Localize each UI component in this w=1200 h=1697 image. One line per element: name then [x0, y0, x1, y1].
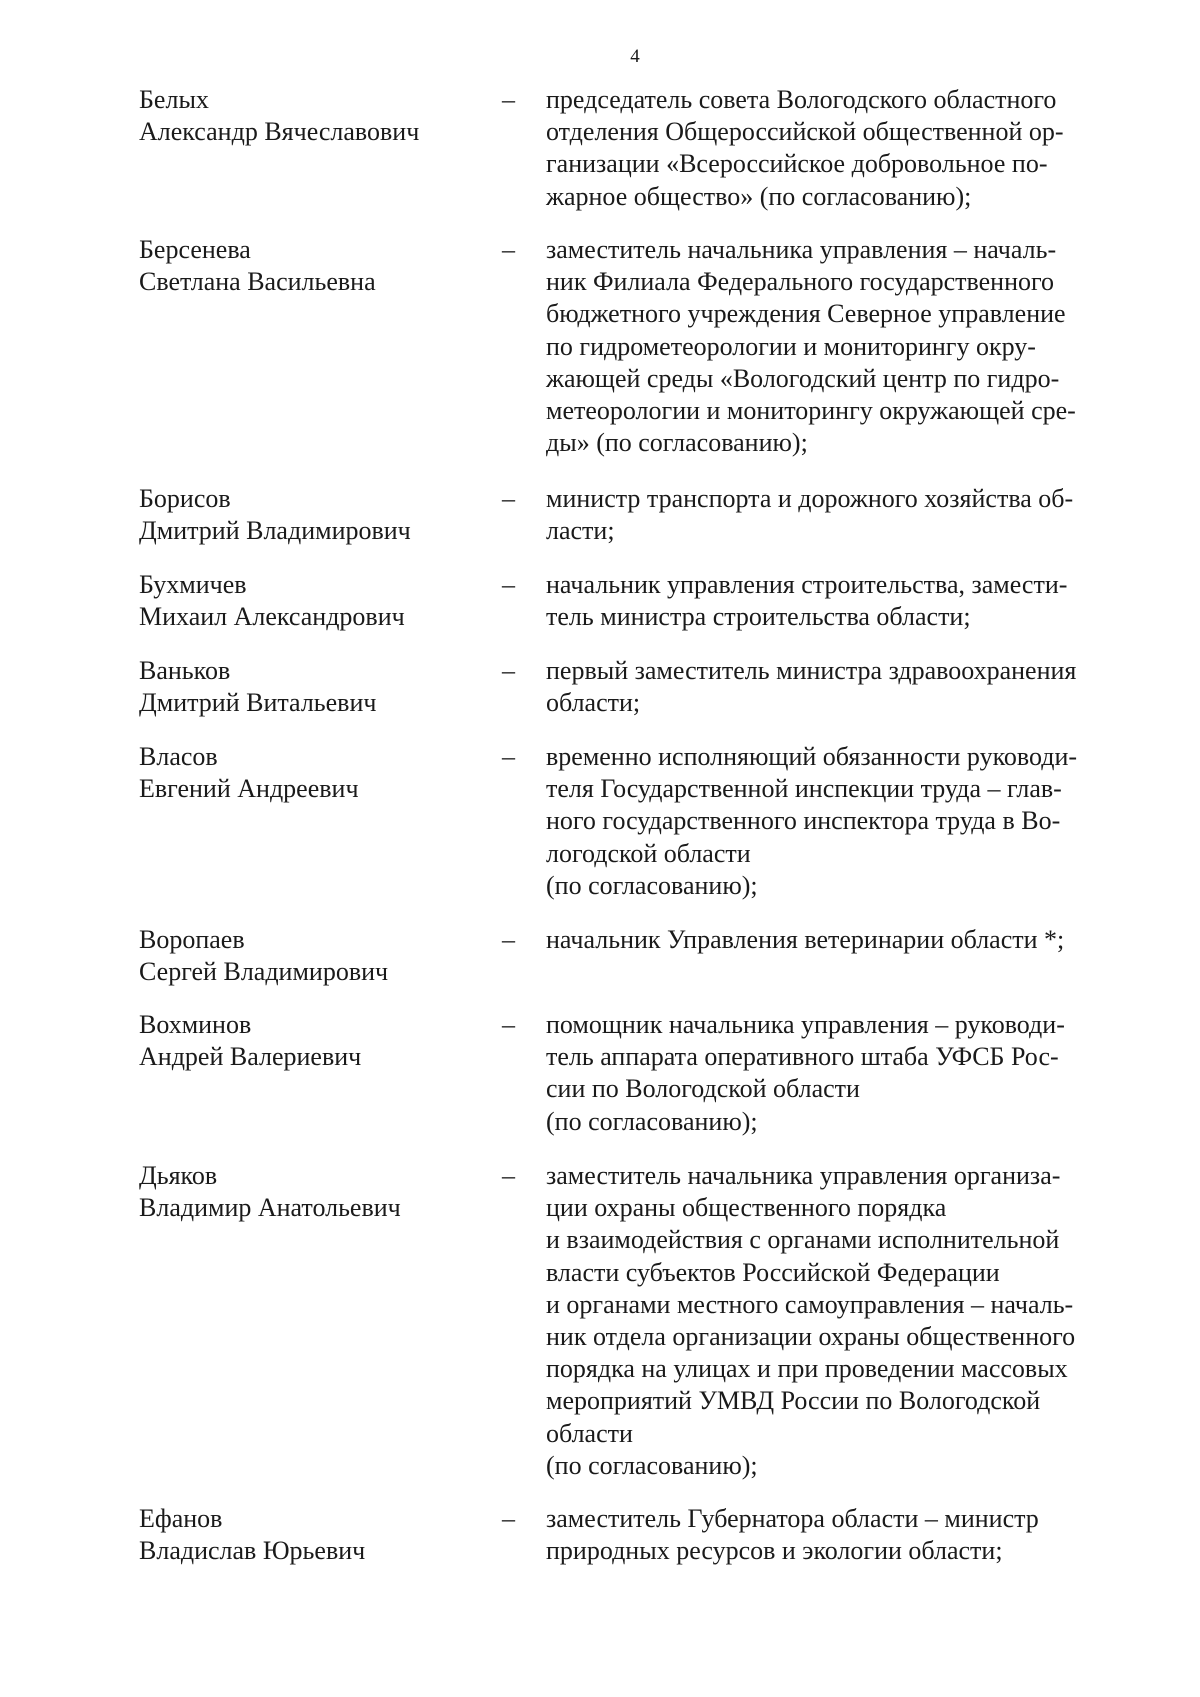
- position-line: (по согласованию);: [546, 1450, 758, 1480]
- member-surname: Воропаев: [139, 925, 245, 954]
- position-line: ник Филиала Федерального государственного: [546, 267, 1055, 297]
- separator-dash: –: [502, 85, 515, 114]
- member-name: [139, 234, 479, 298]
- position-line: председатель совета Вологодского областного: [546, 85, 1057, 114]
- position-line: (по согласованию);: [546, 870, 758, 900]
- position-line: логодской области: [546, 838, 751, 868]
- member-surname: Ефанов: [139, 1504, 223, 1533]
- member-given-names: Сергей Владимирович: [139, 957, 389, 987]
- position-line: тель министра строительства области;: [546, 602, 971, 632]
- member-given-names: Дмитрий Витальевич: [139, 688, 377, 718]
- member-name: [139, 84, 479, 148]
- separator-dash: –: [502, 656, 515, 685]
- position-line: первый заместитель министра здравоохранения: [546, 656, 1077, 685]
- position-line: жарное общество» (по согласованию);: [546, 181, 972, 211]
- separator-dash: –: [502, 1010, 515, 1039]
- position-line: мероприятий УМВД России по Вологодской: [546, 1386, 1041, 1416]
- member-name: [139, 741, 479, 805]
- position-line: ды» (по согласованию);: [546, 428, 808, 458]
- separator-dash: –: [502, 1504, 515, 1533]
- member-given-names: Евгений Андреевич: [139, 774, 359, 804]
- member-surname: Власов: [139, 742, 218, 771]
- member-name: [139, 1503, 479, 1567]
- member-given-names: Владимир Анатольевич: [139, 1193, 401, 1223]
- position-line: временно исполняющий обязанности руководи-: [546, 742, 1078, 771]
- member-surname: Берсенева: [139, 235, 251, 264]
- member-given-names: Александр Вячеславович: [139, 117, 420, 147]
- member-position: [546, 234, 1146, 459]
- member-position: [546, 741, 1146, 902]
- position-line: ции охраны общественного порядка: [546, 1193, 947, 1223]
- member-given-names: Михаил Александрович: [139, 602, 405, 632]
- position-line: метеорологии и мониторингу окружающей сре-: [546, 396, 1076, 426]
- member-surname: Вохминов: [139, 1010, 252, 1039]
- member-name: [139, 655, 479, 719]
- separator-dash: –: [502, 1161, 515, 1190]
- separator-dash: –: [502, 570, 515, 599]
- position-line: министр транспорта и дорожного хозяйства об-: [546, 484, 1074, 513]
- member-given-names: Андрей Валериевич: [139, 1042, 362, 1072]
- member-name: [139, 569, 479, 633]
- position-line: порядка на улицах и при проведении массовых: [546, 1354, 1068, 1384]
- position-line: ласти;: [546, 516, 615, 546]
- position-line: тель аппарата оперативного штаба УФСБ Рос-: [546, 1042, 1059, 1072]
- separator-dash: –: [502, 925, 515, 954]
- member-name: [139, 1160, 479, 1224]
- position-line: области;: [546, 688, 641, 718]
- page-number: 4: [630, 46, 640, 67]
- member-position: [546, 84, 1146, 213]
- position-line: заместитель начальника управления – началь-: [546, 235, 1057, 264]
- position-line: жающей среды «Вологодский центр по гидро-: [546, 363, 1060, 393]
- position-line: области: [546, 1418, 633, 1448]
- member-position: [546, 1160, 1146, 1482]
- position-line: начальник Управления ветеринарии области *;: [546, 925, 1065, 954]
- position-line: и взаимодействия с органами исполнительной: [546, 1225, 1060, 1255]
- position-line: сии по Вологодской области: [546, 1074, 860, 1104]
- member-surname: Ваньков: [139, 656, 231, 685]
- position-line: бюджетного учреждения Северное управление: [546, 299, 1066, 329]
- member-position: [546, 1009, 1146, 1138]
- position-line: ганизации «Всероссийское добровольное по-: [546, 149, 1048, 179]
- separator-dash: –: [502, 742, 515, 771]
- member-name: [139, 924, 479, 988]
- position-line: природных ресурсов и экологии области;: [546, 1536, 1003, 1566]
- position-line: ник отдела организации охраны общественного: [546, 1322, 1076, 1352]
- member-given-names: Светлана Васильевна: [139, 267, 376, 297]
- member-surname: Дьяков: [139, 1161, 218, 1190]
- position-line: власти субъектов Российской Федерации: [546, 1257, 1000, 1287]
- separator-dash: –: [502, 484, 515, 513]
- position-line: помощник начальника управления – руководи-: [546, 1010, 1065, 1039]
- position-line: и органами местного самоуправления – началь-: [546, 1289, 1074, 1319]
- member-position: [546, 483, 1146, 547]
- member-position: [546, 1503, 1146, 1567]
- position-line: отделения Общероссийской общественной ор-: [546, 117, 1064, 147]
- position-line: ного государственного инспектора труда в Во-: [546, 806, 1061, 836]
- member-surname: Бухмичев: [139, 570, 247, 599]
- member-name: [139, 1009, 479, 1073]
- position-line: заместитель начальника управления организа-: [546, 1161, 1061, 1190]
- position-line: заместитель Губернатора области – министр: [546, 1504, 1039, 1533]
- member-position: [546, 569, 1146, 633]
- member-surname: Белых: [139, 85, 209, 114]
- member-surname: Борисов: [139, 484, 231, 513]
- position-line: (по согласованию);: [546, 1106, 758, 1136]
- separator-dash: –: [502, 235, 515, 264]
- member-given-names: Владислав Юрьевич: [139, 1536, 366, 1566]
- position-line: начальник управления строительства, замести-: [546, 570, 1068, 599]
- member-given-names: Дмитрий Владимирович: [139, 516, 411, 546]
- member-name: [139, 483, 479, 547]
- member-position: [546, 924, 1146, 956]
- position-line: по гидрометеорологии и мониторингу окру-: [546, 331, 1036, 361]
- member-position: [546, 655, 1146, 719]
- position-line: теля Государственной инспекции труда – глав-: [546, 774, 1062, 804]
